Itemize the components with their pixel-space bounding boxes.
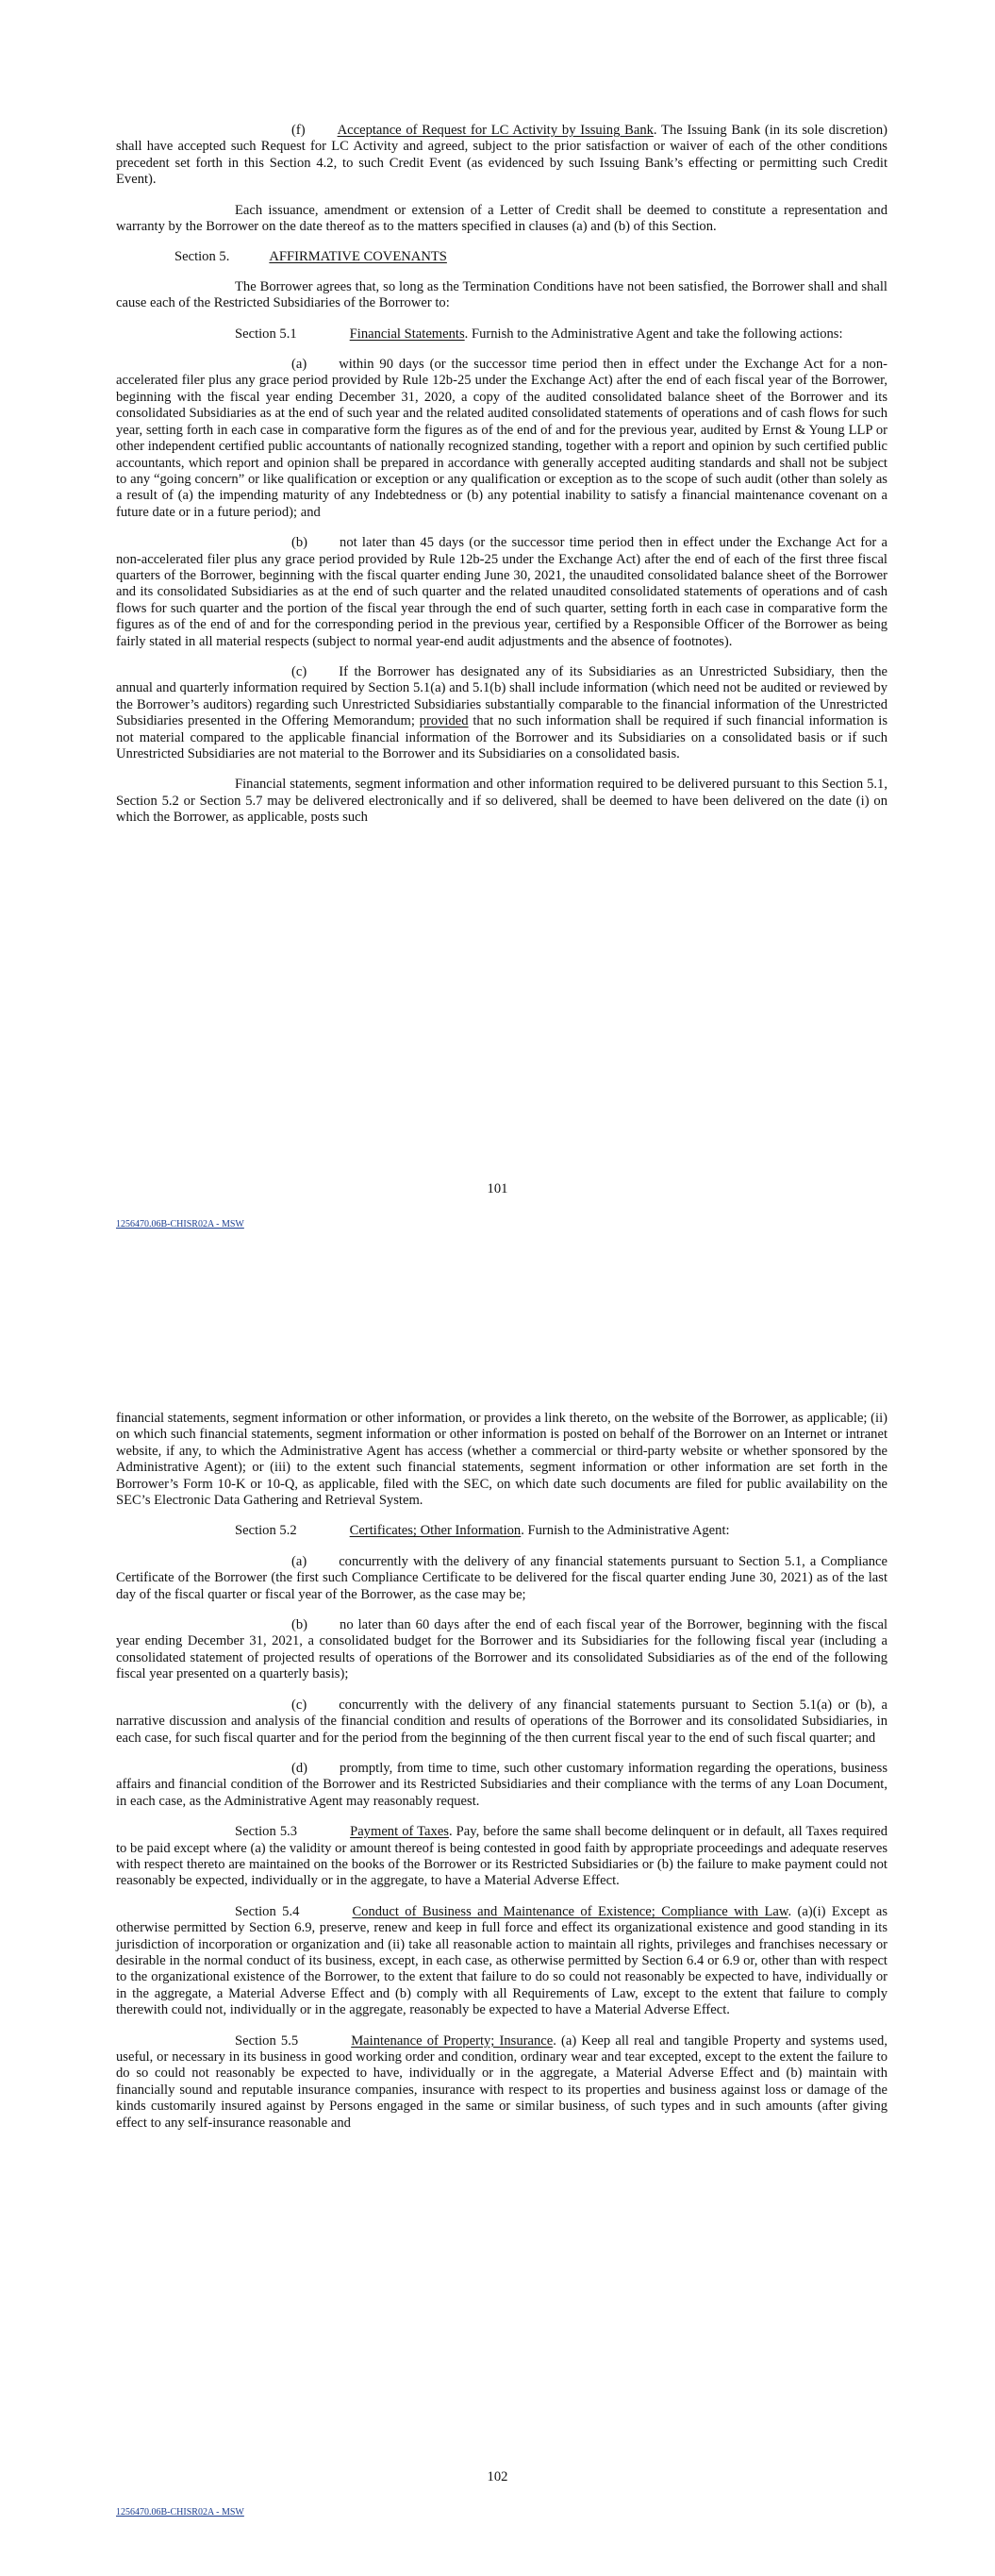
page-number: 102 [487,2469,508,2484]
paragraph-5-1-b: (b) not later than 45 days (or the successor time period then in effect under the Exchange Act for a non-accelerated filer plus any grace period provided by Rule 12b-25 under the Exchange Act) after the end of each of the first three fiscal quarters of the Borrower, beginning with the fiscal quarter ending June 30, 2021, the unaudited consolidated balance sheet of the Borrower and its consolidated Subsidiaries as at the end of such quarter and the related unaudited consolidated statements of operations and of cash flows for such quarter and the portion of the fiscal year through the end of such quarter, setting forth in each case in comparative form the figures as of the end of and for the corresponding period in the previous year, certified by a Responsible Officer of the Borrower as being fairly stated in all material respects (subject to normal year-end audit adjustments and the absence of footnotes). [116,535,887,649]
page-body [116,123,887,827]
section-title: Payment of Taxes [350,1824,449,1840]
section-label: Section 5.5 [235,2032,299,2049]
page-number: 101 [487,1181,508,1196]
paragraph-financial-statements: Financial statements, segment information and other information required to be delivered pursuant to this Section 5.1, Section 5.2 or Section 5.7 may be delivered electronically and if so delivered, shall be deemed to have been delivered on the date (i) on which the Borrower, as applicable, posts such [116,777,887,826]
document-footer-id: 1256470.06B-CHISR02A - MSW [116,2507,244,2517]
paragraph-section-5-intro: The Borrower agrees that, so long as the Termination Conditions have not been satisfied, the Borrower shall and shall cause each of the Restricted Subsidiaries of the Borrower to: [116,278,887,311]
paragraph-5-1-c: (c) If the Borrower has designated any of its Subsidiaries as an Unrestricted Subsidiary, then the annual and quarterly information required by Section 5.1(a) and 5.1(b) shall include information (which need not be audited or reviewed by the Borrower’s auditors) regarding such Unrestricted Subsidiaries substantially comparable to the financial information of the Unrestricted Subsidiaries presented in the Offering Memorandum; provided that no such information shall be required if such financial information is not material compared to the applicable financial information of the Borrower and its Subsidiaries on a consolidated basis or if such Unrestricted Subsidiaries are not material to the Borrower and its Subsidiaries on a consolidated basis. [116,663,887,761]
clause-label: (b) [291,535,308,551]
section-title: Financial Statements [349,326,465,342]
paragraph-5-2-d: (d) promptly, from time to time, such other customary information regarding the operations, business affairs and financial condition of the Borrower and its Restricted Subsidiaries and their compliance with the terms of any Loan Document, in each case, as the Administrative Agent may reasonably request. [116,1760,887,1809]
section-title: AFFIRMATIVE COVENANTS [269,249,447,265]
clause-title: Acceptance of Request for LC Activity by Issuing Bank [337,123,654,138]
section-label: Section 5.1 [235,326,297,342]
clause-label: (a) [291,357,307,373]
section-title: Certificates; Other Information [349,1523,522,1539]
clause-label: (a) [291,1553,307,1569]
page-body [116,1411,887,2132]
section-5-heading [174,249,887,265]
paragraph-5-2-a: (a) concurrently with the delivery of any financial statements pursuant to Section 5.1, a Compliance Certificate of the Borrower (the first such Compliance Certificate to be delivered for the fiscal quarter ending June 30, 2021) as of the last day of the fiscal quarter or fiscal year of the Borrower, as the case may be; [116,1553,887,1602]
section-label: Section 5. [174,249,230,265]
clause-label: (c) [291,663,307,679]
paragraph-section-5-1: Section 5.1 Financial Statements. Furnish to the Administrative Agent and take the following actions: [235,326,843,342]
clause-label: (f) [291,123,306,138]
section-label: Section 5.3 [235,1824,298,1840]
clause-label: (c) [291,1697,307,1713]
paragraph-continuation: financial statements, segment information or other information, or provides a link thereto, on the website of the Borrower, as applicable; (ii) on which such financial statements, segment information or other information is posted on behalf of the Borrower on an Internet or intranet website, if any, to which the Administrative Agent has access (whether a commercial or third-party website or whether sponsored by the Administrative Agent); or (iii) to the extent such financial statements, segment information or other information are set forth in the Borrower’s Form 10-K or 10-Q, as applicable, filed with the SEC, on which date such documents are filed for public availability on the SEC’s Electronic Data Gathering and Retrieval System. [116,1411,887,1509]
section-label: Section 5.2 [235,1523,297,1539]
clause-label: (d) [291,1760,308,1776]
section-title: Conduct of Business and Maintenance of Existence; Compliance with Law [352,1903,788,1919]
paragraph-section-5-3: Section 5.3 Payment of Taxes. Pay, before the same shall become delinquent or in default, all Taxes required to be paid except where (a) the validity or amount thereof is being contested in good faith by appropriate proceedings and adequate reserves with respect thereto are maintained on the books of the Borrower or its Restricted Subsidiaries or (b) the failure to make payment could not reasonably be expected, individually or in the aggregate, to have a Material Adverse Effect. [116,1824,887,1889]
paragraph-5-2-c: (c) concurrently with the delivery of any financial statements pursuant to Section 5.1(a) or (b), a narrative discussion and analysis of the financial condition and results of operations of the Borrower and its consolidated Subsidiaries, in each case, for such fiscal quarter and for the period from the beginning of the then current fiscal year to the end of such fiscal quarter; and [116,1697,887,1746]
document-page [0,1288,995,2576]
paragraph-section-5-4: Section 5.4 Conduct of Business and Maintenance of Existence; Compliance with Law. (a)(i) Except as otherwise permitted by Section 6.9, preserve, renew and keep in full force and effect its organizational existence and good standing in its jurisdiction of incorporation or organization and (ii) take all reasonable action to maintain all rights, privileges and franchises necessary or desirable in the normal conduct of its business, except, in each case, as otherwise permitted by Section 6.4 or 6.9 or, other than with respect to the organizational existence of the Borrower, to the extent that failure to do so could not reasonably be expected to have, individually or in the aggregate, a Material Adverse Effect and (b) comply with all Requirements of Law, except to the extent that failure to comply therewith could not, individually or in the aggregate, reasonably be expected to have a Material Adverse Effect. [116,1903,887,2018]
paragraph-4-2-f: (f) Acceptance of Request for LC Activity by Issuing Bank. The Issuing Bank (in its sole discretion) shall have accepted such Request for LC Activity and agreed, subject to the prior satisfaction or waiver of each of the other conditions precedent set forth in this Section 4.2, to such Credit Event (as evidenced by such Issuing Bank’s effecting or permitting such Credit Event). [116,123,887,188]
paragraph-5-2-b: (b) no later than 60 days after the end of each fiscal year of the Borrower, beginning with the fiscal year ending December 31, 2021, a consolidated budget for the Borrower and its Subsidiaries for the following fiscal year (including a consolidated statement of projected results of operations of the Borrower and its consolidated Subsidiaries as of the end of the following fiscal year presented on a quarterly basis); [116,1617,887,1682]
paragraph-issuance: Each issuance, amendment or extension of a Letter of Credit shall be deemed to constitute a representation and warranty by the Borrower on the date thereof as to the matters specified in clauses (a) and (b) of this Section. [116,202,887,235]
paragraph-section-5-2: Section 5.2 Certificates; Other Information. Furnish to the Administrative Agent: [235,1523,730,1539]
clause-label: (b) [291,1617,308,1633]
section-title: Maintenance of Property; Insurance [351,2032,554,2049]
document-footer-id: 1256470.06B-CHISR02A - MSW [116,1219,244,1229]
paragraph-section-5-5: Section 5.5 Maintenance of Property; Insurance. (a) Keep all real and tangible Property and systems used, useful, or necessary in its business in good working order and condition, ordinary wear and tear excepted, except to the extent the failure to do so could not reasonably be expected to have, individually or in the aggregate, a Material Adverse Effect and (b) maintain with financially sound and reputable insurance companies, insurance with respect to its properties and business against loss or damage of the kinds customarily insured against by Persons engaged in the same or similar business, of such types and in such amounts (after giving effect to any self-insurance reasonable and [116,2032,887,2131]
section-label: Section 5.4 [235,1903,300,1919]
paragraph-5-1-a: (a) within 90 days (or the successor time period then in effect under the Exchange Act for a non-accelerated filer plus any grace period provided by Rule 12b-25 under the Exchange Act) after the end of each fiscal year of the Borrower, beginning with the fiscal year ending December 31, 2020, a copy of the audited consolidated balance sheet of the Borrower and its consolidated Subsidiaries as at the end of such year and the related audited consolidated statements of operations and of cash flows for such year, setting forth in each case in comparative form the figures as of the end of and for the previous year, audited by Ernst & Young LLP or other independent certified public accountants of nationally recognized standing, together with a report and opinion by such certified public accountants, which report and opinion shall be prepared in accordance with generally accepted auditing standards and shall not be subject to any “going concern” or like qualification or exception or any qualification or exception as to the scope of such audit (other than solely as a result of (a) the impending maturity of any Indebtedness or (b) any potential inability to satisfy a financial maintenance covenant on a future date or in a future period); and [116,357,887,520]
